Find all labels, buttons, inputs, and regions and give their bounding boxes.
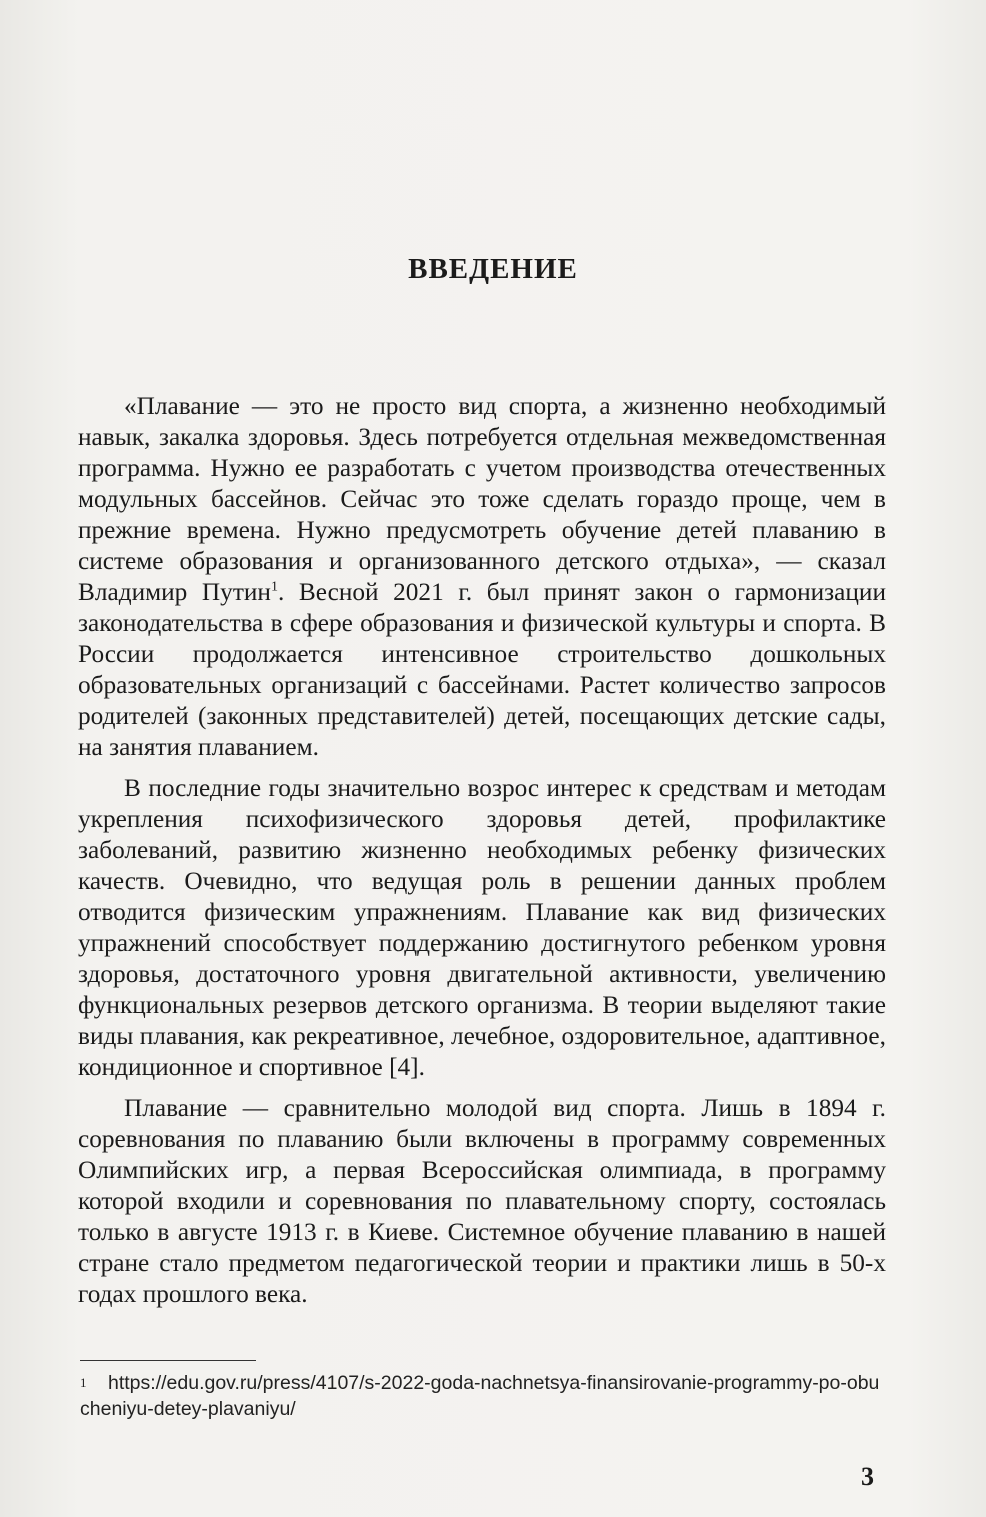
page-title: ВВЕДЕНИЕ xyxy=(408,253,578,285)
paragraph-2: В последние годы значительно возрос интерес к средствам и методам укрепления психофизического здоровья детей, профилактике заболеваний, развитию жизненно необходимых ребенку физических качеств. Очевидно, что ведущая роль в решении данных проблем отводится физическим упражнениям. Плавание как вид физических упражнений способствует поддержанию достигнутого ребенком уровня здоровья, достаточного уровня двигательной активности, увеличению функциональных резервов детского организма. В теории выделяют такие виды плавания, как рекреативное, лечебное, оздоровительное, адаптивное, кондиционное и спортивное [4]. xyxy=(78,774,886,1081)
paragraph-1 xyxy=(78,391,886,763)
paragraph-1-tail: . Весной 2021 г. был принят закон о гармонизации законодательства в сфере образования и физической культуры и спорта. В России продолжается интенсивное строительство дошкольных образовательных организаций с бассейнами. Растет количество запросов родителей (законных представителей) детей, посещающих детские сады, на занятия плаванием. xyxy=(78,578,887,761)
footnote-divider xyxy=(80,1360,256,1361)
footnote-reference[interactable]: 1 xyxy=(270,579,278,595)
footnote-link[interactable]: https://edu.gov.ru/press/4107/s-2022-goda-nachnetsya-finansirovanie-programmy-po-obucheniyu-detey-plavaniyu/ xyxy=(80,1372,880,1420)
page-number: 3 xyxy=(861,1462,874,1491)
footnote xyxy=(80,1370,886,1422)
footnote-mark: 1 xyxy=(80,1375,87,1390)
paragraph-1-text: «Плавание — это не просто вид спорта, а жизненно необходимый навык, закалка здоровья. Здесь потребуется отдельная межведомственная программа. Нужно ее разработать с учетом производства отечественных модульных бассейнов. Сейчас это тоже сделать гораздо проще, чем в прежние времена. Нужно предусмотреть обучение детей плаванию в системе образования и организованного детского отдыха», — сказал Владимир Путин xyxy=(78,392,886,606)
main-text xyxy=(78,391,886,1320)
paragraph-3: Плавание — сравнительно молодой вид спорта. Лишь в 1894 г. соревнования по плаванию были включены в программу современных Олимпийских игр, а первая Всероссийская олимпиада, в программу которой входили и соревнования по плавательному спорту, состоялась только в августе 1913 г. в Киеве. Системное обучение плаванию в нашей стране стало предметом педагогической теории и практики лишь в 50-х годах прошлого века. xyxy=(78,1094,886,1308)
